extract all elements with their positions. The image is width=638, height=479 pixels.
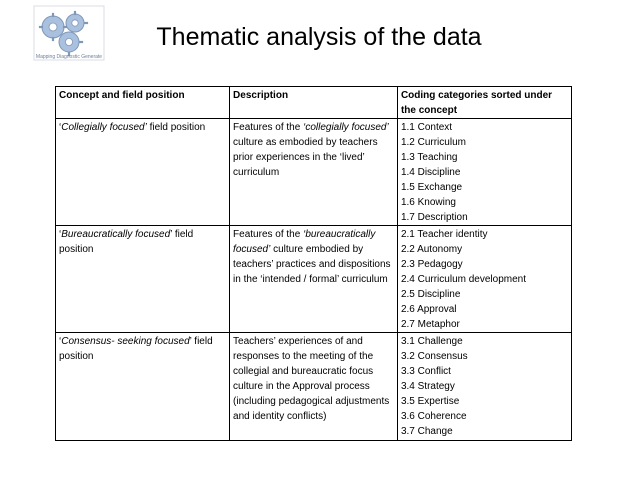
- coding-item: 2.4 Curriculum development: [400, 274, 526, 285]
- coding-item: 1.5 Exchange: [400, 182, 463, 193]
- description-cell: Teachers’ experiences of and responses to the meeting of the collegial and bureaucratic focus culture in the Approval process (including pedagogical adjustments and identity conflicts): [230, 333, 398, 441]
- coding-item: 2.7 Metaphor: [400, 319, 460, 330]
- table-row: [56, 333, 572, 441]
- coding-item: 3.2 Consensus: [400, 351, 468, 362]
- header-description: Description: [230, 87, 398, 119]
- coding-item: 2.5 Discipline: [400, 289, 461, 300]
- thematic-analysis-table: [55, 86, 572, 441]
- coding-item: 1.2 Curriculum: [400, 137, 466, 148]
- coding-item: 3.1 Challenge: [400, 336, 463, 347]
- coding-item: 2.1 Teacher identity: [400, 229, 488, 240]
- coding-item: 3.4 Strategy: [400, 381, 455, 392]
- header-coding: Coding categories sorted under the concept: [397, 87, 571, 119]
- coding-cell: [397, 333, 571, 441]
- coding-cell: [397, 119, 571, 226]
- description-cell: Features of the ‘bureaucratically focused’ culture embodied by teachers’ practices and dispositions in the ‘intended / formal’ curriculum: [230, 226, 398, 333]
- coding-item: 2.6 Approval: [400, 304, 457, 315]
- coding-item: 2.3 Pedagogy: [400, 259, 463, 270]
- concept-cell: ‘Collegially focused’ field position: [56, 119, 230, 226]
- concept-cell: ‘Bureaucratically focused’ field position: [56, 226, 230, 333]
- coding-item: 2.2 Autonomy: [400, 244, 463, 255]
- table-header-row: [56, 87, 572, 119]
- coding-item: 3.5 Expertise: [400, 396, 460, 407]
- coding-item: 3.6 Coherence: [400, 411, 467, 422]
- description-cell: Features of the ‘collegially focused’ culture as embodied by teachers prior experiences in the ‘lived’ curriculum: [230, 119, 398, 226]
- coding-cell: [397, 226, 571, 333]
- coding-item: 1.1 Context: [400, 122, 453, 133]
- coding-item: 1.6 Knowing: [400, 197, 456, 208]
- concept-cell: ‘Consensus- seeking focused’ field position: [56, 333, 230, 441]
- coding-item: 3.7 Change: [400, 426, 453, 437]
- table-row: [56, 226, 572, 333]
- coding-item: 1.4 Discipline: [400, 167, 461, 178]
- header-concept: Concept and field position: [56, 87, 230, 119]
- table-row: [56, 119, 572, 226]
- slide-title: Thematic analysis of the data: [156, 23, 482, 51]
- coding-item: 1.7 Description: [400, 212, 468, 223]
- logo-text: Mapping Diagnostic Generate: [35, 54, 103, 60]
- coding-item: 1.3 Teaching: [400, 152, 458, 163]
- coding-item: 3.3 Conflict: [400, 366, 451, 377]
